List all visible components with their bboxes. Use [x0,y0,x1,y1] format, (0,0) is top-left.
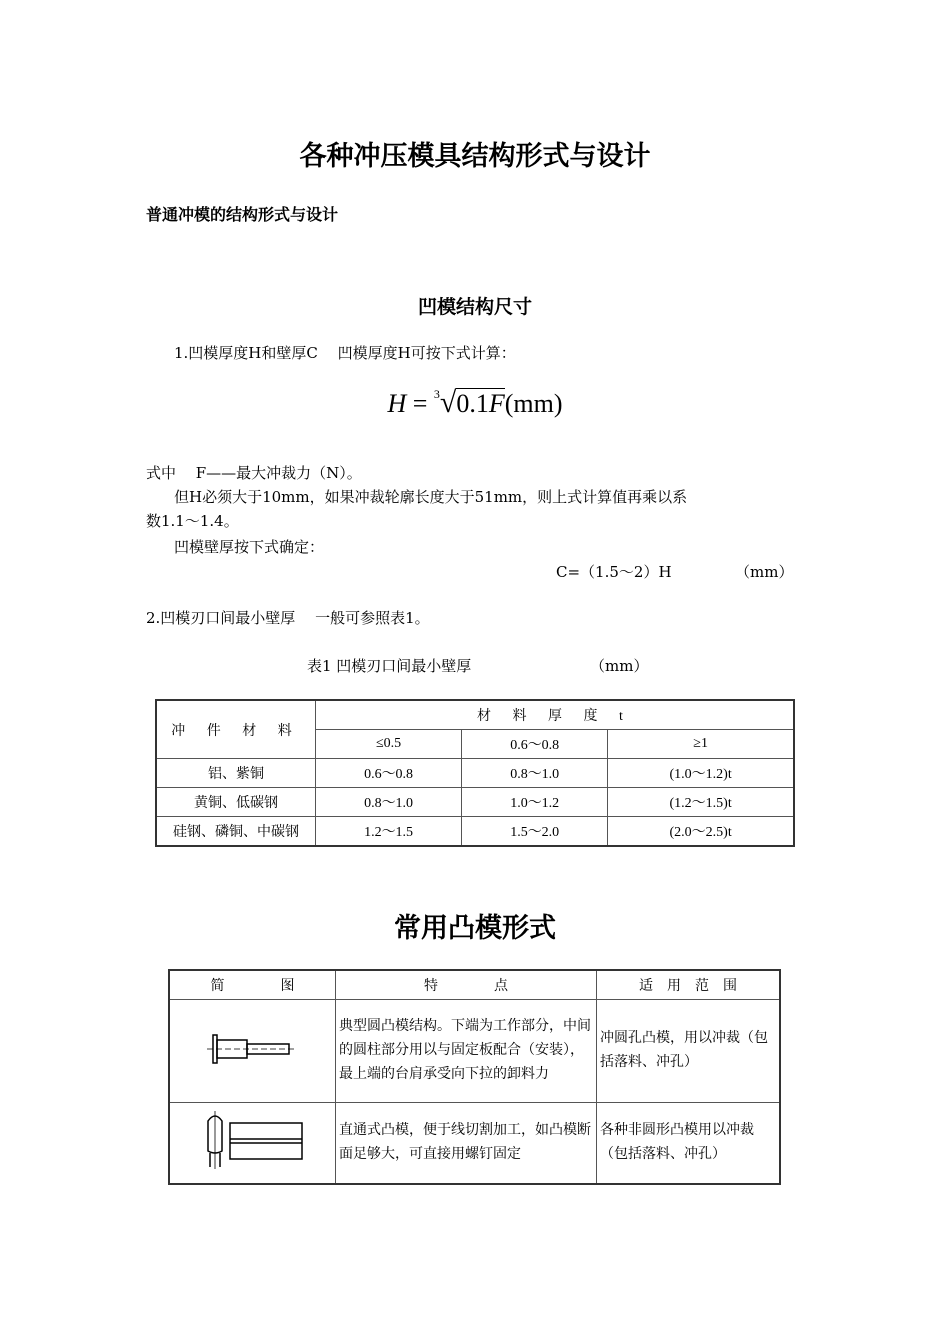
where-text: 式中 F——最大冲裁力（N）。 [146,464,362,482]
feature-header: 特 点 [336,970,597,1000]
formula-root-index: 3 [433,387,440,401]
radical-sign-icon: √ [439,386,457,419]
formula-unit: (mm) [504,389,563,418]
page-title: 各种冲压模具结构形式与设计 [299,141,651,172]
table-row [156,759,794,788]
radicand-variable: F [488,389,505,418]
value-cell: (1.0～1.2)t [608,759,794,788]
value-cell: 0.8～1.0 [462,759,608,788]
round-punch-icon [203,1029,303,1069]
drawing-header: 简 图 [169,970,336,1000]
table-row [169,1103,780,1185]
die-thickness-formula [0,386,950,420]
note-line-1: 但H必须大于10mm，如果冲裁轮廓长度大于51mm，则上式计算值再乘以系 [174,488,688,506]
value-cell: 1.5～2.0 [462,817,608,847]
round-punch-drawing [169,1000,336,1103]
value-cell: (1.2～1.5)t [608,788,794,817]
table1-caption: 表1 凹模刃口间最小壁厚 [307,657,472,675]
value-cell: (2.0～2.5)t [608,817,794,847]
thickness-col-header: 0.6～0.8 [462,730,608,759]
radicand-number: 0.1 [456,389,489,418]
wall-text: 凹模壁厚按下式确定： [174,538,325,556]
table-row [156,817,794,847]
usage-header: 适 用 范 围 [597,970,781,1000]
wall-formula: C=（1.5～2）H [556,563,672,581]
formula-eq: = [412,389,428,418]
thickness-col-header: ≤0.5 [316,730,462,759]
item-1-text: 1.凹模厚度H和壁厚C 凹模厚度H可按下式计算： [174,344,516,362]
feature-cell: 典型圆凸模结构。下端为工作部分，中间的圆柱部分用以与固定板配合（安装），最上端的台肩承受向下拉的卸料力 [336,1000,597,1103]
material-cell: 黄铜、低碳钢 [156,788,316,817]
thickness-header: 材 料 厚 度 t [316,700,795,730]
straight-punch-drawing [169,1103,336,1185]
formula-lhs: H [387,389,407,418]
table1-unit: （mm） [590,657,649,675]
usage-cell: 各种非圆形凸模用以冲裁（包括落料、冲孔） [597,1103,781,1185]
formula-radicand [456,388,504,418]
thickness-col-header: ≥1 [608,730,794,759]
straight-punch-icon [198,1109,308,1173]
material-cell: 硅钢、磷铜、中碳钢 [156,817,316,847]
material-header: 冲 件 材 料 [156,700,316,759]
punch-forms-table [168,969,781,1185]
section-heading-die-dimensions: 凹模结构尺寸 [417,296,532,318]
section-heading-punch-forms: 常用凸模形式 [394,913,556,944]
note-line-2: 数1.1～1.4。 [146,512,239,530]
value-cell: 1.2～1.5 [316,817,462,847]
table-row [169,1000,780,1103]
wall-formula-unit: （mm） [735,563,794,581]
value-cell: 1.0～1.2 [462,788,608,817]
min-wall-thickness-table [155,699,795,847]
material-cell: 铝、紫铜 [156,759,316,788]
value-cell: 0.8～1.0 [316,788,462,817]
usage-cell: 冲圆孔凸模，用以冲裁（包括落料、冲孔） [597,1000,781,1103]
item-2-text: 2.凹模刃口间最小壁厚 一般可参照表1。 [146,609,430,627]
table-row [156,788,794,817]
subtitle: 普通冲模的结构形式与设计 [146,205,339,224]
value-cell: 0.6～0.8 [316,759,462,788]
feature-cell: 直通式凸模，便于线切割加工，如凸模断面足够大，可直接用螺钉固定 [336,1103,597,1185]
